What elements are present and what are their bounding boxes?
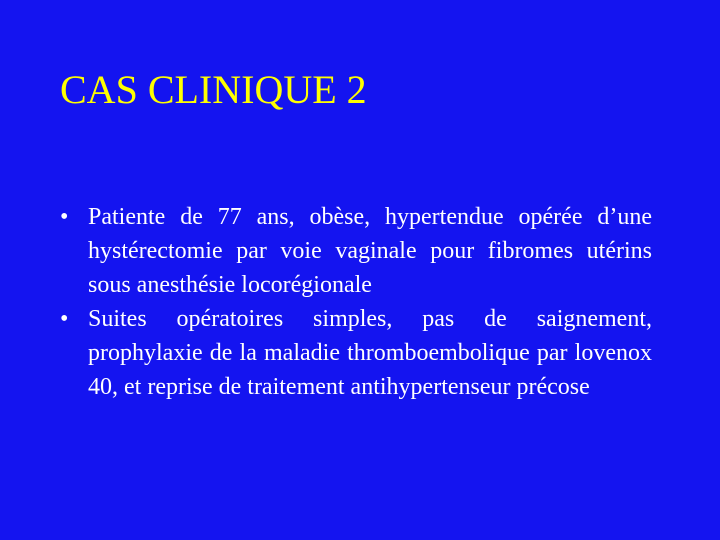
bullet-text: Suites opératoires simples, pas de saignement, prophylaxie de la maladie thromboembolique par lovenox 40, et reprise de traitement antihypertenseur précose	[88, 306, 652, 400]
bullet-item	[60, 200, 652, 302]
bullet-item	[60, 302, 652, 404]
bullet-icon: •	[60, 204, 69, 230]
bullet-list	[60, 200, 652, 404]
slide-title: CAS CLINIQUE 2	[60, 67, 367, 112]
bullet-icon: •	[60, 306, 69, 332]
bullet-text: Patiente de 77 ans, obèse, hypertendue opérée d’une hystérectomie par voie vaginale pour fibromes utérins sous anesthésie locorégionale	[88, 204, 652, 298]
